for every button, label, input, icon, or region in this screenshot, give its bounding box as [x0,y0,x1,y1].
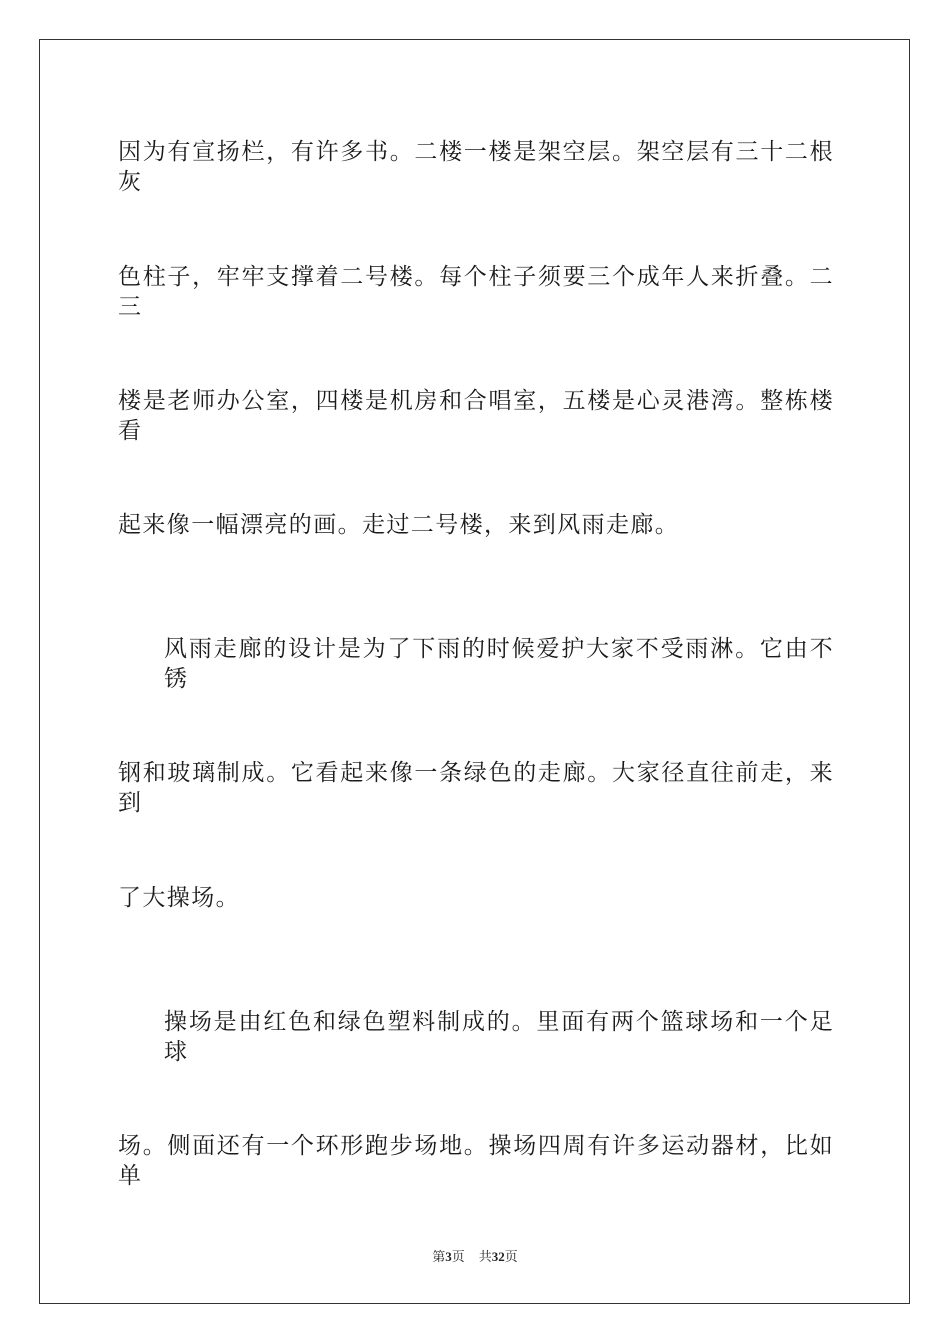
page-footer [0,1248,950,1266]
total-prefix: 共 [478,1249,492,1264]
text-line-1: 因为有宣扬栏，有许多书。二楼一楼是架空层。架空层有三十二根灰 [118,139,834,195]
text-line-6: 钢和玻璃制成。它看起来像一条绿色的走廊。大家径直往前走，来到 [118,760,834,816]
page-prefix: 第 [432,1249,446,1264]
paragraph-3-first-line: 操场是由红色和绿色塑料制成的。里面有两个篮球场和一个足球 [164,1009,834,1065]
total-pages: 32 [491,1249,505,1264]
text-line-3: 楼是老师办公室，四楼是机房和合唱室，五楼是心灵港湾。整栋楼看 [118,388,834,444]
text-line-2: 色柱子，牢牢支撑着二号楼。每个柱子须要三个成年人来折叠。二三 [118,264,834,320]
total-suffix: 页 [504,1249,518,1264]
page-suffix: 页 [451,1249,465,1264]
page-number: 3 [445,1249,452,1264]
text-line-9: 场。侧面还有一个环形跑步场地。操场四周有许多运动器材，比如单 [118,1133,834,1189]
paragraph-2-first-line: 风雨走廊的设计是为了下雨的时候爱护大家不受雨淋。它由不锈 [164,636,834,692]
text-line-4: 起来像一幅漂亮的画。走过二号楼，来到风雨走廊。 [118,512,680,538]
text-line-7: 了大操场。 [118,885,240,911]
